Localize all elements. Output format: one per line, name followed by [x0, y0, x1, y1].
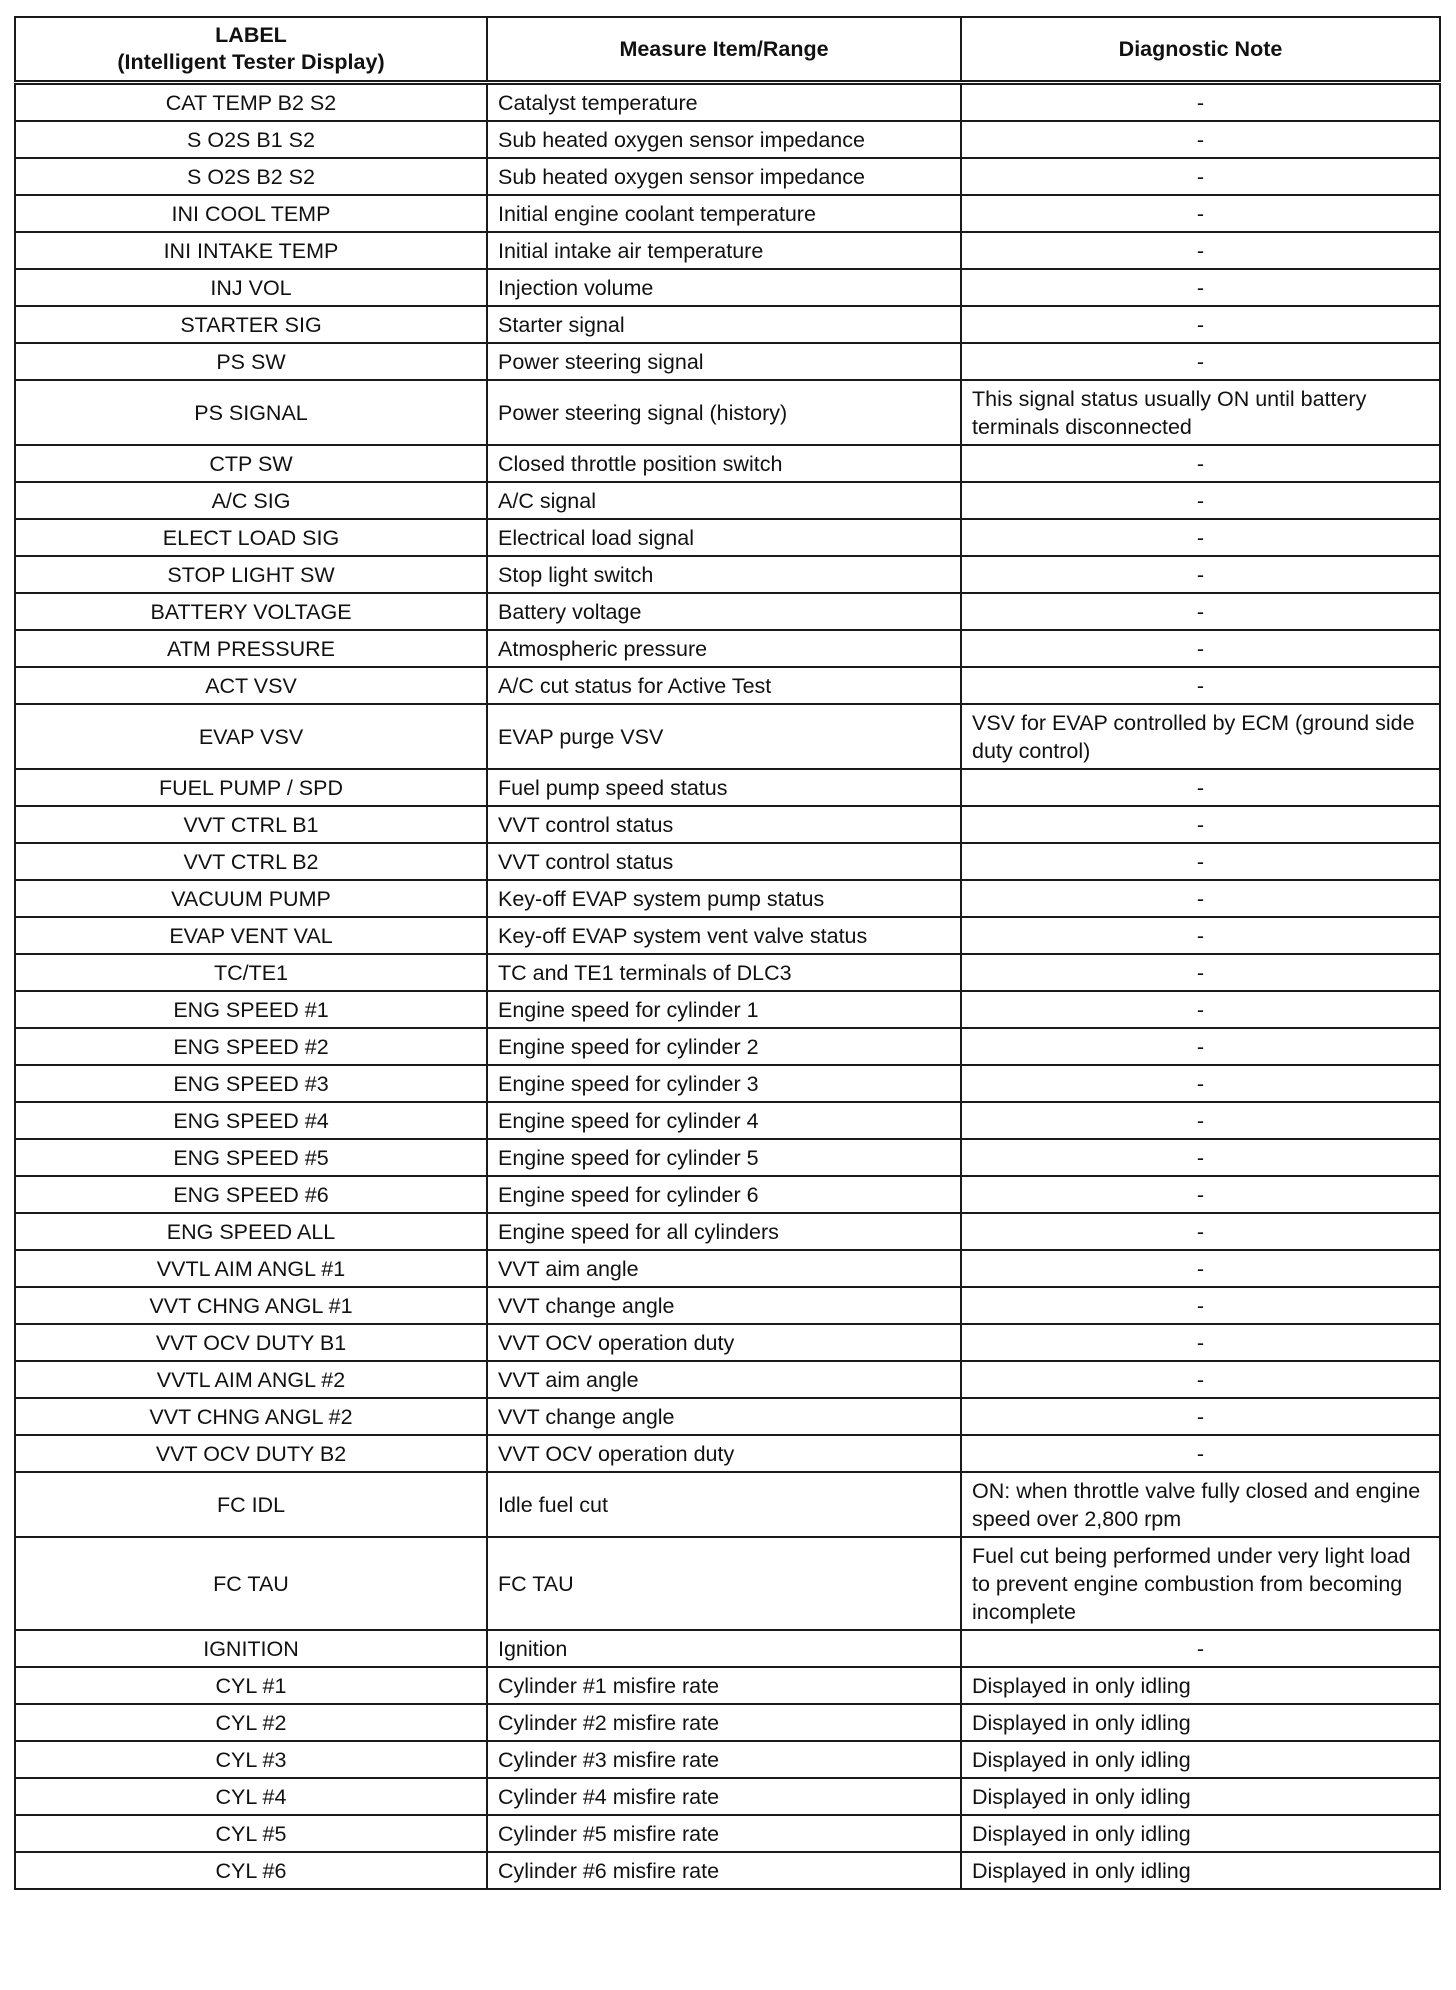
- row-note: Displayed in only idling: [961, 1704, 1440, 1741]
- table-row: [15, 269, 1440, 306]
- row-measure: Cylinder #1 misfire rate: [487, 1667, 961, 1704]
- row-label: FUEL PUMP / SPD: [15, 769, 487, 806]
- row-measure: Closed throttle position switch: [487, 445, 961, 482]
- row-label: INI COOL TEMP: [15, 195, 487, 232]
- header-label-line2: (Intelligent Tester Display): [117, 50, 385, 74]
- row-measure: VVT control status: [487, 806, 961, 843]
- row-measure: EVAP purge VSV: [487, 704, 961, 769]
- table-row: [15, 1537, 1440, 1630]
- table-row: [15, 1815, 1440, 1852]
- row-measure: Initial intake air temperature: [487, 232, 961, 269]
- row-label: EVAP VENT VAL: [15, 917, 487, 954]
- table-row: [15, 195, 1440, 232]
- row-label: VACUUM PUMP: [15, 880, 487, 917]
- row-measure: Starter signal: [487, 306, 961, 343]
- row-measure: VVT control status: [487, 843, 961, 880]
- row-label: CYL #2: [15, 1704, 487, 1741]
- row-measure: Key-off EVAP system vent valve status: [487, 917, 961, 954]
- table-row: [15, 1176, 1440, 1213]
- table-row: [15, 954, 1440, 991]
- row-note: Displayed in only idling: [961, 1667, 1440, 1704]
- table-row: [15, 306, 1440, 343]
- row-label: VVT CHNG ANGL #1: [15, 1287, 487, 1324]
- row-label: CYL #5: [15, 1815, 487, 1852]
- row-label: CTP SW: [15, 445, 487, 482]
- row-note: -: [961, 232, 1440, 269]
- row-note: -: [961, 556, 1440, 593]
- row-note: -: [961, 1250, 1440, 1287]
- row-label: ENG SPEED #2: [15, 1028, 487, 1065]
- row-note: -: [961, 1287, 1440, 1324]
- row-measure: VVT OCV operation duty: [487, 1435, 961, 1472]
- row-note: -: [961, 880, 1440, 917]
- table-row: [15, 343, 1440, 380]
- row-measure: Atmospheric pressure: [487, 630, 961, 667]
- table-row: [15, 1250, 1440, 1287]
- header-label-line1: LABEL: [215, 23, 287, 47]
- data-list-table-container: [14, 16, 1439, 1890]
- row-measure: VVT OCV operation duty: [487, 1324, 961, 1361]
- row-measure: Cylinder #6 misfire rate: [487, 1852, 961, 1889]
- row-note: VSV for EVAP controlled by ECM (ground side duty control): [961, 704, 1440, 769]
- table-row: [15, 917, 1440, 954]
- table-row: [15, 991, 1440, 1028]
- row-measure: Initial engine coolant temperature: [487, 195, 961, 232]
- table-row: [15, 704, 1440, 769]
- row-measure: Engine speed for cylinder 3: [487, 1065, 961, 1102]
- row-measure: Engine speed for cylinder 1: [487, 991, 961, 1028]
- row-note: -: [961, 593, 1440, 630]
- table-row: [15, 1324, 1440, 1361]
- row-note: -: [961, 343, 1440, 380]
- row-note: -: [961, 1324, 1440, 1361]
- row-label: VVT OCV DUTY B1: [15, 1324, 487, 1361]
- row-label: PS SIGNAL: [15, 380, 487, 445]
- row-label: CYL #4: [15, 1778, 487, 1815]
- table-body: [15, 83, 1440, 1890]
- table-row: [15, 1065, 1440, 1102]
- row-measure: Engine speed for cylinder 6: [487, 1176, 961, 1213]
- row-measure: VVT change angle: [487, 1398, 961, 1435]
- row-label: PS SW: [15, 343, 487, 380]
- table-row: [15, 1741, 1440, 1778]
- row-note: Displayed in only idling: [961, 1852, 1440, 1889]
- row-note: -: [961, 630, 1440, 667]
- table-row: [15, 1435, 1440, 1472]
- table-row: [15, 556, 1440, 593]
- row-note: Displayed in only idling: [961, 1778, 1440, 1815]
- table-row: [15, 83, 1440, 122]
- row-label: VVT OCV DUTY B2: [15, 1435, 487, 1472]
- row-measure: Injection volume: [487, 269, 961, 306]
- row-measure: Engine speed for all cylinders: [487, 1213, 961, 1250]
- row-measure: Stop light switch: [487, 556, 961, 593]
- row-label: CYL #3: [15, 1741, 487, 1778]
- row-note: -: [961, 445, 1440, 482]
- row-note: -: [961, 843, 1440, 880]
- row-label: ENG SPEED #1: [15, 991, 487, 1028]
- row-measure: Fuel pump speed status: [487, 769, 961, 806]
- row-note: -: [961, 667, 1440, 704]
- table-row: [15, 667, 1440, 704]
- table-row: [15, 1287, 1440, 1324]
- row-measure: Power steering signal: [487, 343, 961, 380]
- row-label: CYL #1: [15, 1667, 487, 1704]
- table-header: [15, 17, 1440, 83]
- row-measure: Engine speed for cylinder 2: [487, 1028, 961, 1065]
- table-row: [15, 1472, 1440, 1537]
- row-label: TC/TE1: [15, 954, 487, 991]
- row-label: INI INTAKE TEMP: [15, 232, 487, 269]
- row-label: VVT CTRL B1: [15, 806, 487, 843]
- row-note: -: [961, 306, 1440, 343]
- table-row: [15, 1667, 1440, 1704]
- row-measure: Power steering signal (history): [487, 380, 961, 445]
- table-row: [15, 380, 1440, 445]
- row-measure: Cylinder #4 misfire rate: [487, 1778, 961, 1815]
- row-measure: Key-off EVAP system pump status: [487, 880, 961, 917]
- row-label: IGNITION: [15, 1630, 487, 1667]
- row-note: Fuel cut being performed under very light load to prevent engine combustion from becoming incomplete: [961, 1537, 1440, 1630]
- row-label: S O2S B1 S2: [15, 121, 487, 158]
- row-label: ACT VSV: [15, 667, 487, 704]
- row-label: INJ VOL: [15, 269, 487, 306]
- row-label: EVAP VSV: [15, 704, 487, 769]
- row-measure: Sub heated oxygen sensor impedance: [487, 121, 961, 158]
- table-row: [15, 1852, 1440, 1889]
- row-note: -: [961, 121, 1440, 158]
- row-label: CAT TEMP B2 S2: [15, 83, 487, 122]
- table-row: [15, 1028, 1440, 1065]
- row-label: VVT CTRL B2: [15, 843, 487, 880]
- row-note: -: [961, 1102, 1440, 1139]
- table-row: [15, 232, 1440, 269]
- row-label: STOP LIGHT SW: [15, 556, 487, 593]
- row-note: -: [961, 769, 1440, 806]
- table-row: [15, 843, 1440, 880]
- row-measure: Catalyst temperature: [487, 83, 961, 122]
- row-label: STARTER SIG: [15, 306, 487, 343]
- data-list-table: [14, 16, 1441, 1890]
- row-measure: Cylinder #2 misfire rate: [487, 1704, 961, 1741]
- row-note: -: [961, 1361, 1440, 1398]
- row-measure: A/C cut status for Active Test: [487, 667, 961, 704]
- table-row: [15, 880, 1440, 917]
- row-label: ENG SPEED #4: [15, 1102, 487, 1139]
- row-measure: TC and TE1 terminals of DLC3: [487, 954, 961, 991]
- row-note: -: [961, 806, 1440, 843]
- table-row: [15, 1704, 1440, 1741]
- row-measure: Engine speed for cylinder 5: [487, 1139, 961, 1176]
- row-note: ON: when throttle valve fully closed and engine speed over 2,800 rpm: [961, 1472, 1440, 1537]
- table-row: [15, 1361, 1440, 1398]
- row-note: -: [961, 482, 1440, 519]
- row-measure: FC TAU: [487, 1537, 961, 1630]
- row-note: -: [961, 158, 1440, 195]
- row-measure: Battery voltage: [487, 593, 961, 630]
- row-measure: Electrical load signal: [487, 519, 961, 556]
- row-label: ENG SPEED #3: [15, 1065, 487, 1102]
- table-row: [15, 519, 1440, 556]
- row-note: -: [961, 1028, 1440, 1065]
- table-row: [15, 445, 1440, 482]
- row-note: -: [961, 991, 1440, 1028]
- table-row: [15, 630, 1440, 667]
- row-measure: Idle fuel cut: [487, 1472, 961, 1537]
- row-note: -: [961, 1176, 1440, 1213]
- row-measure: VVT aim angle: [487, 1250, 961, 1287]
- row-note: Displayed in only idling: [961, 1741, 1440, 1778]
- row-note: -: [961, 519, 1440, 556]
- row-note: -: [961, 1630, 1440, 1667]
- table-row: [15, 769, 1440, 806]
- row-measure: Cylinder #3 misfire rate: [487, 1741, 961, 1778]
- row-label: ELECT LOAD SIG: [15, 519, 487, 556]
- table-row: [15, 806, 1440, 843]
- header-row: [15, 17, 1440, 83]
- table-row: [15, 158, 1440, 195]
- table-row: [15, 482, 1440, 519]
- row-label: ENG SPEED ALL: [15, 1213, 487, 1250]
- row-label: A/C SIG: [15, 482, 487, 519]
- row-note: Displayed in only idling: [961, 1815, 1440, 1852]
- row-note: -: [961, 1065, 1440, 1102]
- header-measure: Measure Item/Range: [487, 17, 961, 83]
- row-note: -: [961, 269, 1440, 306]
- table-row: [15, 1102, 1440, 1139]
- header-note: Diagnostic Note: [961, 17, 1440, 83]
- row-measure: VVT aim angle: [487, 1361, 961, 1398]
- row-measure: Engine speed for cylinder 4: [487, 1102, 961, 1139]
- row-label: FC TAU: [15, 1537, 487, 1630]
- row-note: -: [961, 1435, 1440, 1472]
- row-label: CYL #6: [15, 1852, 487, 1889]
- table-row: [15, 1778, 1440, 1815]
- row-measure: Sub heated oxygen sensor impedance: [487, 158, 961, 195]
- table-row: [15, 1398, 1440, 1435]
- row-label: VVTL AIM ANGL #2: [15, 1361, 487, 1398]
- table-row: [15, 1213, 1440, 1250]
- row-label: S O2S B2 S2: [15, 158, 487, 195]
- row-label: VVTL AIM ANGL #1: [15, 1250, 487, 1287]
- header-label: [15, 17, 487, 83]
- row-note: -: [961, 195, 1440, 232]
- row-measure: A/C signal: [487, 482, 961, 519]
- row-note: -: [961, 917, 1440, 954]
- row-note: -: [961, 83, 1440, 122]
- row-note: -: [961, 1398, 1440, 1435]
- row-label: ENG SPEED #6: [15, 1176, 487, 1213]
- table-row: [15, 121, 1440, 158]
- table-row: [15, 1630, 1440, 1667]
- row-note: -: [961, 1213, 1440, 1250]
- row-label: FC IDL: [15, 1472, 487, 1537]
- row-note: -: [961, 954, 1440, 991]
- row-note: This signal status usually ON until battery terminals disconnected: [961, 380, 1440, 445]
- table-row: [15, 1139, 1440, 1176]
- table-row: [15, 593, 1440, 630]
- row-label: VVT CHNG ANGL #2: [15, 1398, 487, 1435]
- row-note: -: [961, 1139, 1440, 1176]
- row-measure: Ignition: [487, 1630, 961, 1667]
- row-measure: Cylinder #5 misfire rate: [487, 1815, 961, 1852]
- row-label: BATTERY VOLTAGE: [15, 593, 487, 630]
- row-label: ENG SPEED #5: [15, 1139, 487, 1176]
- row-label: ATM PRESSURE: [15, 630, 487, 667]
- row-measure: VVT change angle: [487, 1287, 961, 1324]
